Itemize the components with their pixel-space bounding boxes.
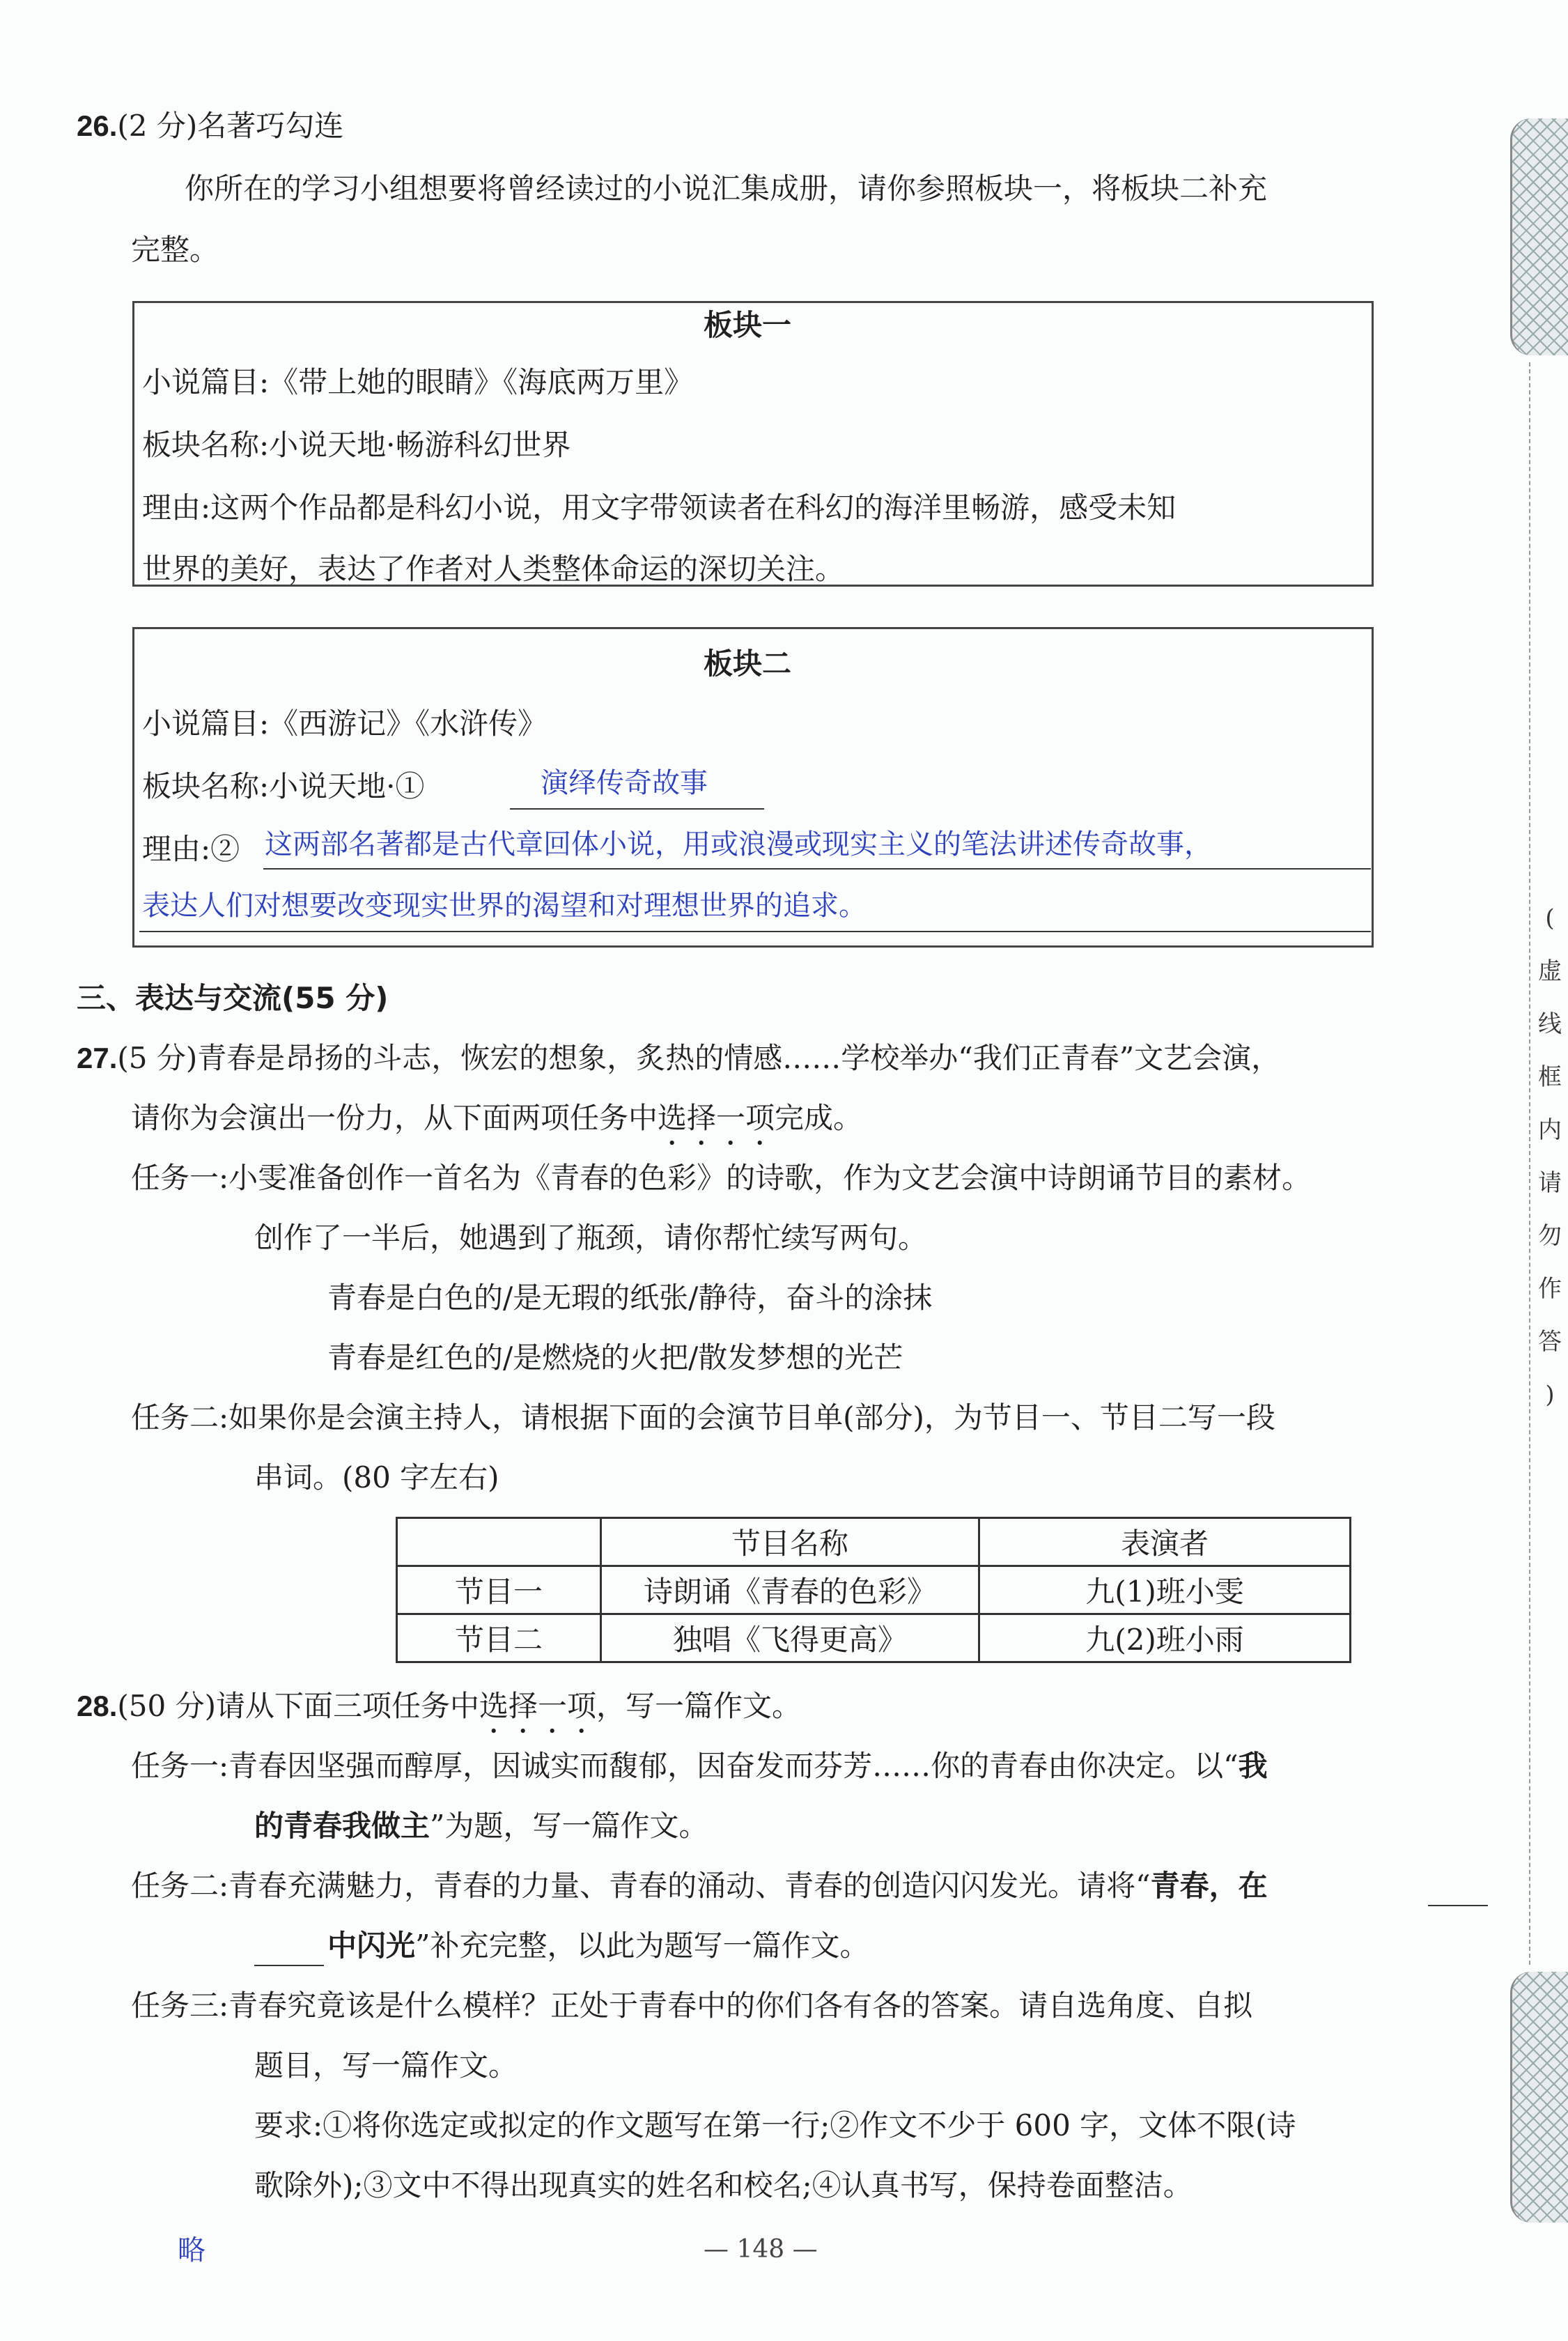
q28-task3-line1: 任务三:青春究竟该是什么模样？正处于青春中的你们各有各的答案。请自选角度、自拟 bbox=[131, 1988, 1253, 2023]
q27-task2-line2: 串词。(80 字左右) bbox=[254, 1460, 499, 1494]
block2-reason-blank-2[interactable] bbox=[139, 931, 1371, 932]
q27-task2-line1: 任务二:如果你是会演主持人，请根据下面的会演节目单(部分)，为节目一、节目二写一段 bbox=[131, 1400, 1275, 1435]
block1-title: 板块一 bbox=[704, 308, 792, 342]
q27-poem-line2: 青春是红色的/是燃烧的火把/散发梦想的光芒 bbox=[327, 1341, 903, 1375]
table-cell: 独唱《飞得更高》 bbox=[601, 1614, 979, 1662]
table-cell: 九(2)班小雨 bbox=[979, 1614, 1351, 1662]
q27-task1-line1: 任务一:小雯准备创作一首名为《青春的色彩》的诗歌，作为文艺会演中诗朗诵节目的素材。 bbox=[131, 1161, 1312, 1195]
block1-reason-line2: 世界的美好，表达了作者对人类整体命运的深切关注。 bbox=[142, 552, 845, 586]
table-cell: 九(1)班小雯 bbox=[979, 1566, 1351, 1614]
q28-task2-line1: 任务二:青春充满魅力，青春的力量、青春的涌动、青春的创造闪闪发光。请将“青春，在 bbox=[131, 1869, 1268, 1903]
q26-heading: 26.(2 分)名著巧勾连 bbox=[77, 109, 344, 143]
section3-title: 三、表达与交流(55 分) bbox=[77, 981, 389, 1015]
q28-task3-line2: 题目，写一篇作文。 bbox=[254, 2048, 518, 2083]
table-header-cell: 表演者 bbox=[979, 1518, 1351, 1566]
program-table bbox=[396, 1517, 1351, 1663]
margin-hatch-top bbox=[1510, 118, 1568, 355]
table-cell: 节目二 bbox=[397, 1614, 601, 1662]
q27-poem-line1: 青春是白色的/是无瑕的纸张/静待，奋斗的涂抹 bbox=[327, 1281, 933, 1315]
margin-hatch-bottom bbox=[1510, 1972, 1568, 2223]
table-cell: 诗朗诵《青春的色彩》 bbox=[601, 1566, 979, 1614]
block2-title: 板块二 bbox=[704, 647, 792, 681]
table-row bbox=[397, 1614, 1351, 1662]
q28-task2-blank-1[interactable] bbox=[1428, 1905, 1488, 1906]
block2-works: 小说篇目:《西游记》《水浒传》 bbox=[142, 706, 548, 741]
q28-requirement-line1: 要求:①将你选定或拟定的作文题写在第一行;②作文不少于 600 字，文体不限(诗 bbox=[254, 2108, 1296, 2142]
block1-works: 小说篇目:《带上她的眼睛》《海底两万里》 bbox=[142, 365, 694, 399]
q28-task1-line2: 的青春我做主”为题，写一篇作文。 bbox=[254, 1809, 708, 1843]
block2-name-blank[interactable] bbox=[510, 808, 764, 810]
q26-intro-line2: 完整。 bbox=[131, 233, 219, 267]
q28-requirement-line2: 歌除外);③文中不得出现真实的姓名和校名;④认真书写，保持卷面整洁。 bbox=[254, 2168, 1193, 2202]
block1-reason-line1: 理由:这两个作品都是科幻小说，用文字带领读者在科幻的海洋里畅游，感受未知 bbox=[142, 490, 1177, 525]
q27-task1-line2: 创作了一半后，她遇到了瓶颈，请你帮忙续写两句。 bbox=[254, 1221, 928, 1255]
table-row bbox=[397, 1566, 1351, 1614]
q28-task2-line2: 中闪光”补充完整，以此为题写一篇作文。 bbox=[327, 1929, 869, 1963]
block1-name: 板块名称:小说天地·畅游科幻世界 bbox=[142, 428, 571, 462]
page-number: — 148 — bbox=[704, 2235, 818, 2264]
q27-line1: 27.(5 分)青春是昂扬的斗志，恢宏的想象，炙热的情感……学校举办“我们正青春”文艺会演， bbox=[77, 1041, 1281, 1075]
margin-dashed-line bbox=[1529, 362, 1530, 1965]
answer-omitted: 略 bbox=[178, 2234, 205, 2266]
q28-line1: 28.(50 分)请从下面三项任务中选择一项，写一篇作文。 bbox=[77, 1689, 801, 1723]
block2-name-answer: 演绎传奇故事 bbox=[541, 767, 708, 799]
table-header-cell bbox=[397, 1518, 601, 1566]
block2-reason-answer-1: 这两部名著都是古代章回体小说，用或浪漫或现实主义的笔法讲述传奇故事， bbox=[265, 828, 1212, 860]
block2-reason-answer-2: 表达人们对想要改变现实世界的渴望和对理想世界的追求。 bbox=[142, 890, 867, 922]
q26-intro-line1: 你所在的学习小组想要将曾经读过的小说汇集成册，请你参照板块一，将板块二补充 bbox=[185, 171, 1268, 206]
table-header-row bbox=[397, 1518, 1351, 1566]
table-cell: 节目一 bbox=[397, 1566, 601, 1614]
q28-task1-line1: 任务一:青春因坚强而醇厚，因诚实而馥郁，因奋发而芬芳……你的青春由你决定。以“我 bbox=[131, 1749, 1268, 1783]
q28-task2-blank-2[interactable] bbox=[254, 1965, 324, 1966]
block2-name-prefix: 板块名称:小说天地·① bbox=[142, 769, 425, 803]
block2-reason-prefix: 理由:② bbox=[142, 832, 240, 866]
table-header-cell: 节目名称 bbox=[601, 1518, 979, 1566]
q27-line2: 请你为会演出一份力，从下面两项任务中选择一项完成。 bbox=[131, 1101, 863, 1135]
margin-note: ( 虚 线 框 内 请 勿 作 答 ) bbox=[1538, 904, 1562, 1409]
block2-reason-blank-1[interactable] bbox=[263, 868, 1371, 870]
